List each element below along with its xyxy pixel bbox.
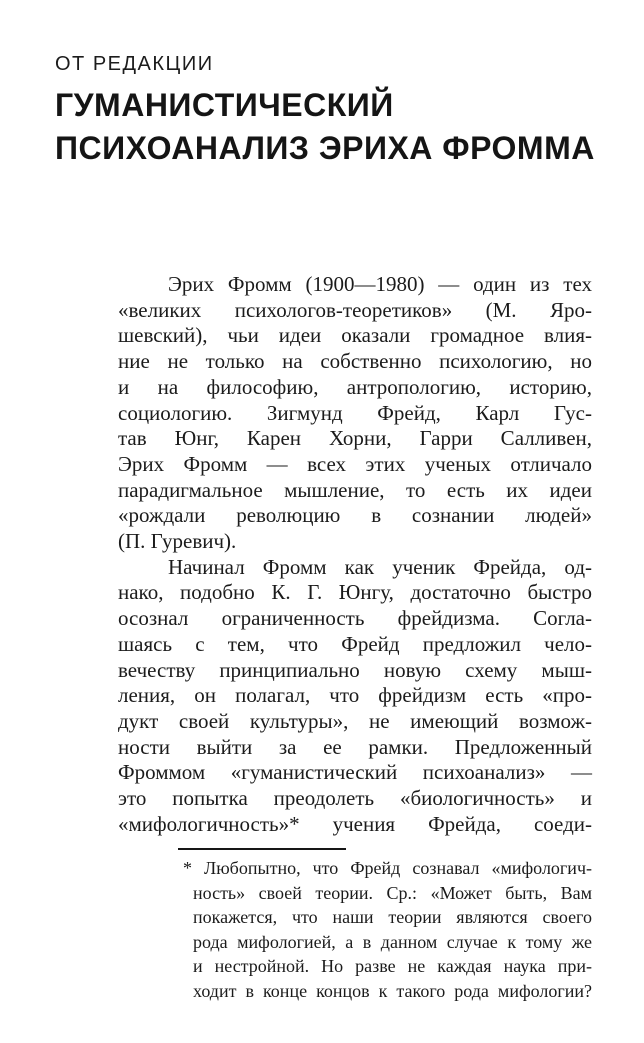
footnote-line: ходит в конце концов к такого рода мифологии?	[193, 980, 592, 1001]
body-text-line: вечеству принципиально новую схему мыш-	[118, 657, 592, 682]
body-text-line: шевский), чьи идеи оказали громадное влия-	[118, 323, 592, 348]
article-title-line1: ГУМАНИСТИЧЕСКИЙ	[55, 87, 394, 123]
body-text-line: и на философию, антропологию, историю,	[118, 374, 592, 399]
body-text-line: «рождали революцию в сознании людей»	[118, 503, 592, 528]
footnote-line: рода мифологией, а в данном случае к тому же	[193, 931, 592, 952]
body-text-line: дукт своей культуры», не имеющий возмож-	[118, 708, 592, 733]
footnote-line: ность» своей теории. Ср.: «Может быть, Вам	[193, 882, 592, 903]
body-text-line: «великих психологов-теоретиков» (М. Яро-	[118, 297, 592, 322]
footnote	[183, 856, 592, 1004]
body-text-line: Начинал Фромм как ученик Фрейда, од-	[168, 554, 592, 579]
body-text-line: осознал ограниченность фрейдизма. Согла-	[118, 606, 592, 631]
body-text-line: «мифологичность»* учения Фрейда, соеди-	[118, 811, 592, 836]
body-text-line: это попытка преодолеть «биологичность» и	[118, 786, 592, 811]
body-text	[118, 272, 592, 837]
footnote-separator-rule	[178, 848, 346, 850]
section-kicker: ОТ РЕДАКЦИИ	[55, 53, 214, 75]
body-text-line: нако, подобно К. Г. Юнгу, достаточно быстро	[118, 580, 592, 605]
body-text-line: Фроммом «гуманистический психоанализ» —	[118, 760, 592, 785]
footnote-line: * Любопытно, что Фрейд сознавал «мифологич-	[183, 858, 592, 878]
footnote-line: покажется, что наши теории являются своего	[193, 907, 592, 928]
body-text-line: Эрих Фромм — всех этих ученых отличало	[118, 451, 592, 476]
body-text-line: шаясь с тем, что Фрейд предложил чело-	[118, 631, 592, 656]
body-text-line: тав Юнг, Карен Хорни, Гарри Салливен,	[118, 426, 592, 451]
body-text-line: парадигмальное мышление, то есть их идеи	[118, 477, 592, 502]
body-text-line: ности выйти за ее рамки. Предложенный	[118, 734, 592, 759]
body-text-line: социологию. Зигмунд Фрейд, Карл Гус-	[118, 400, 592, 425]
body-text-line: Эрих Фромм (1900—1980) — один из тех	[168, 272, 592, 296]
article-title	[55, 84, 595, 170]
footnote-line: и нестройной. Но разве не каждая наука при-	[193, 956, 592, 977]
body-text-line: (П. Гуревич).	[118, 529, 237, 554]
body-text-line: ние не только на собственно психологию, но	[118, 349, 592, 374]
article-title-line2: ПСИХОАНАЛИЗ ЭРИХА ФРОММА	[55, 130, 595, 166]
body-text-line: ления, он полагал, что фрейдизм есть «про-	[118, 683, 592, 708]
